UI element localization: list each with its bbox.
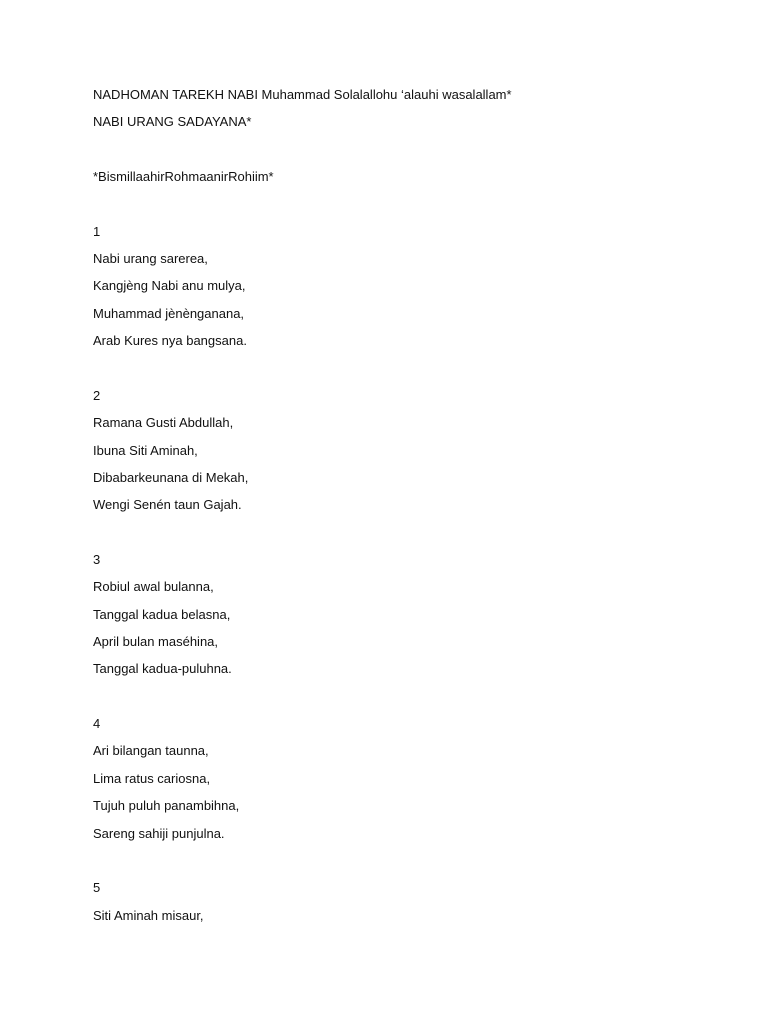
- stanza-number: 5: [93, 880, 101, 896]
- basmalah: *BismillaahirRohmaanirRohiim*: [93, 168, 274, 184]
- verse-line: April bulan maséhina,: [93, 634, 219, 650]
- verse-line: Arab Kures nya bangsana.: [93, 333, 247, 349]
- stanza-number: 1: [93, 223, 101, 239]
- verse-line: Ari bilangan taunna,: [93, 743, 209, 759]
- verse-line: Muhammad jènènganana,: [93, 305, 245, 321]
- verse-line: Sareng sahiji punjulna.: [93, 825, 225, 841]
- stanza-number: 4: [93, 716, 101, 732]
- verse-line: Tanggal kadua-puluhna.: [93, 661, 232, 677]
- verse-line: Robiul awal bulanna,: [93, 579, 214, 595]
- title-line-1: NADHOMAN TAREKH NABI Muhammad Solalallohu ‘alauhi wasalallam*: [93, 87, 512, 102]
- stanza-number: 3: [93, 551, 101, 567]
- stanza-number: 2: [93, 387, 101, 403]
- stanza: [93, 879, 713, 924]
- verse-line: Nabi urang sarerea,: [93, 250, 208, 266]
- stanza: [93, 387, 713, 515]
- title-line-2: NABI URANG SADAYANA*: [93, 114, 252, 130]
- verse-line: Ramana Gusti Abdullah,: [93, 415, 234, 431]
- verse-line: Dibabarkeunana di Mekah,: [93, 469, 249, 485]
- verse-line: Ibuna Siti Aminah,: [93, 442, 198, 458]
- stanza: [93, 223, 713, 351]
- verse-line: Tanggal kadua belasna,: [93, 606, 231, 622]
- verse-line: Lima ratus cariosna,: [93, 770, 211, 786]
- document-body: [93, 86, 713, 925]
- verse-line: Kangjèng Nabi anu mulya,: [93, 278, 246, 294]
- stanza: [93, 715, 713, 843]
- stanza: [93, 551, 713, 679]
- verse-line: Siti Aminah misaur,: [93, 907, 204, 923]
- verse-line: Wengi Senén taun Gajah.: [93, 497, 242, 513]
- verse-line: Tujuh puluh panambihna,: [93, 798, 240, 814]
